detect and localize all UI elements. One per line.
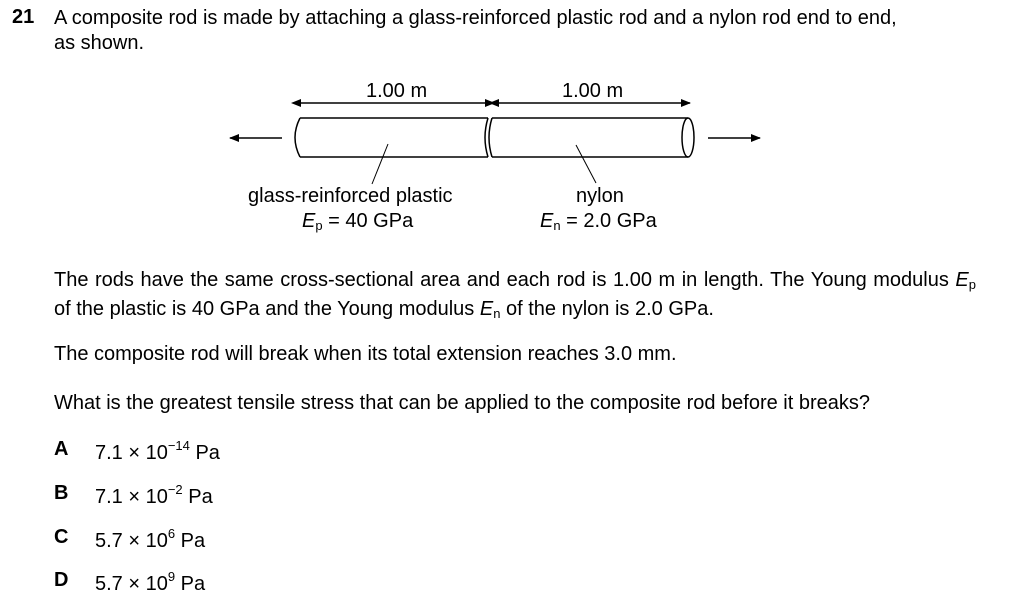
nylon-rod <box>492 118 688 157</box>
plastic-modulus: $E_p = 40$ GPa <box>302 210 414 233</box>
paragraph-rod-properties: The rods have the same cross-sectional area and each rod is 1.00 m in length. The Young modulus $E_p$ of the plastic is 40 GPa and the Young modulus $E_n$ of the nylon is 2.0 GPa. <box>54 269 976 321</box>
nylon-rod-end <box>682 118 694 157</box>
plastic-label: glass-reinforced plastic <box>248 185 453 207</box>
right-length-label: 1.00 m <box>562 80 624 102</box>
option-a-letter[interactable]: A <box>54 438 69 460</box>
option-a-text[interactable]: $7.1 \times 10^{-14}$ Pa <box>95 438 220 464</box>
question-stem-line2: as shown. <box>54 32 145 54</box>
left-length-label: 1.00 m <box>366 80 428 102</box>
plastic-rod <box>295 118 488 157</box>
option-c-letter[interactable]: C <box>54 526 69 548</box>
option-d-letter[interactable]: D <box>54 569 69 591</box>
paragraph-break-condition: The composite rod will break when its total extension reaches 3.0 mm. <box>54 343 677 365</box>
option-d-text[interactable]: $5.7 \times 10^9$ Pa <box>95 569 206 595</box>
option-b-letter[interactable]: B <box>54 482 69 504</box>
question-number: 21 <box>12 6 35 28</box>
nylon-label: nylon <box>576 185 624 207</box>
nylon-modulus: $E_n = 2.0$ GPa <box>540 210 657 233</box>
question-stem-line1: A composite rod is made by attaching a glass-reinforced plastic rod and a nylon rod end to end, <box>54 7 897 29</box>
option-b-text[interactable]: $7.1 \times 10^{-2}$ Pa <box>95 482 213 508</box>
nylon-leader-line <box>576 145 596 183</box>
question-prompt: What is the greatest tensile stress that can be applied to the composite rod before it breaks? <box>54 392 871 414</box>
option-c-text[interactable]: $5.7 \times 10^6$ Pa <box>95 526 206 552</box>
plastic-leader-line <box>372 144 388 184</box>
rod-joint <box>485 118 492 157</box>
